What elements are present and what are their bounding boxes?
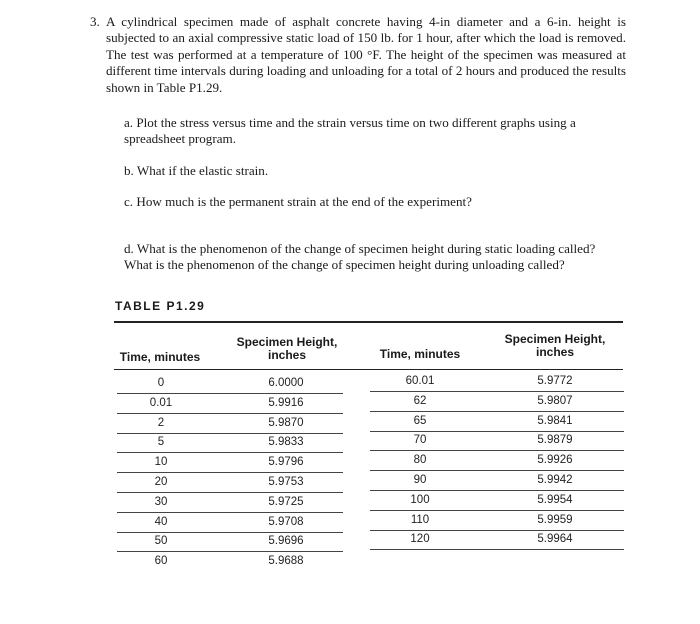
left-time-cell: 40 [154,515,168,528]
left-row-divider [117,551,343,552]
left-row-divider [117,393,343,394]
left-height-cell: 5.9688 [268,555,304,568]
table-top-rule [114,321,623,323]
left-height-cell: 5.9916 [268,396,304,409]
right-time-cell: 110 [410,513,430,526]
part-d: d. What is the phenomenon of the change of specimen height during static loading called? What is the phenomenon of the change of specimen height during unloading called? [124,241,596,273]
right-time-cell: 70 [413,434,427,447]
right-time-cell: 62 [413,394,427,407]
left-time-cell: 2 [157,416,165,429]
left-height-cell: 5.9796 [268,456,304,469]
left-time-cell: 20 [154,476,168,488]
part-b: b. What if the elastic strain. [124,163,269,178]
left-time-cell: 5 [157,436,165,449]
left-time-cell: 30 [154,495,168,508]
right-height-cell: 5.9926 [537,454,573,467]
left-time-cell: 60 [154,555,168,568]
right-row-divider [370,391,624,392]
left-time-cell: 0 [157,377,165,389]
right-row-divider [370,549,624,550]
right-time-cell: 60.01 [405,375,435,387]
table-label: TABLE P1.29 [115,299,206,313]
left-time-cell: 0.01 [149,396,173,409]
left-height-cell: 5.9725 [268,495,304,508]
part-c: c. How much is the permanent strain at the end of the experiment? [124,194,472,209]
left-row-divider [117,413,343,414]
right-height-cell: 5.9807 [537,394,573,407]
left-height-cell: 5.9753 [268,476,304,488]
right-time-cell: 90 [413,474,427,486]
header-height-left: Specimen Height, inches [236,335,338,362]
right-time-cell: 65 [413,414,427,427]
problem-number: 3. [90,14,100,29]
right-height-cell: 5.9772 [537,375,573,387]
right-time-cell: 100 [410,493,430,506]
header-bottom-rule [114,369,623,370]
header-height-right: Specimen Height, inches [504,332,606,359]
left-row-divider [117,433,343,434]
left-row-divider [117,472,343,473]
right-height-cell: 5.9954 [537,493,573,506]
part-a: a. Plot the stress versus time and the strain versus time on two different graphs using a spreadsheet program. [124,115,576,147]
left-height-cell: 5.9708 [268,515,304,528]
left-height-cell: 5.9870 [268,416,304,429]
left-row-divider [117,512,343,513]
left-height-cell: 5.9833 [268,436,304,449]
right-row-divider [370,450,624,451]
right-row-divider [370,510,624,511]
right-row-divider [370,411,624,412]
right-time-cell: 80 [413,454,427,467]
left-row-divider [117,492,343,493]
right-height-cell: 5.9879 [537,434,573,447]
right-row-divider [370,530,624,531]
header-time-right: Time, minutes [379,347,461,361]
left-row-divider [117,452,343,453]
problem-text: A cylindrical specimen made of asphalt concrete having 4-in diameter and a 6-in. height is subjected to an axial compressive static load of 150 lb. for 1 hour, after which the load is removed. The test was performed at a temperature of 100 °F. The height of the specimen was measured at different time intervals during loading and unloading for a total of 2 hours and produced the results shown in Table P1.29. [106,14,626,95]
left-height-cell: 5.9696 [268,535,304,548]
problem-statement [90,14,626,96]
header-time-left: Time, minutes [119,350,201,364]
right-height-cell: 5.9959 [537,513,573,526]
left-height-cell: 6.0000 [268,377,304,389]
right-height-cell: 5.9964 [537,533,573,546]
right-height-cell: 5.9841 [537,414,573,427]
right-row-divider [370,431,624,432]
left-time-cell: 10 [154,456,168,469]
left-time-cell: 50 [154,535,168,548]
right-row-divider [370,490,624,491]
right-time-cell: 120 [410,533,430,546]
right-row-divider [370,470,624,471]
right-height-cell: 5.9942 [537,474,573,486]
left-row-divider [117,532,343,533]
